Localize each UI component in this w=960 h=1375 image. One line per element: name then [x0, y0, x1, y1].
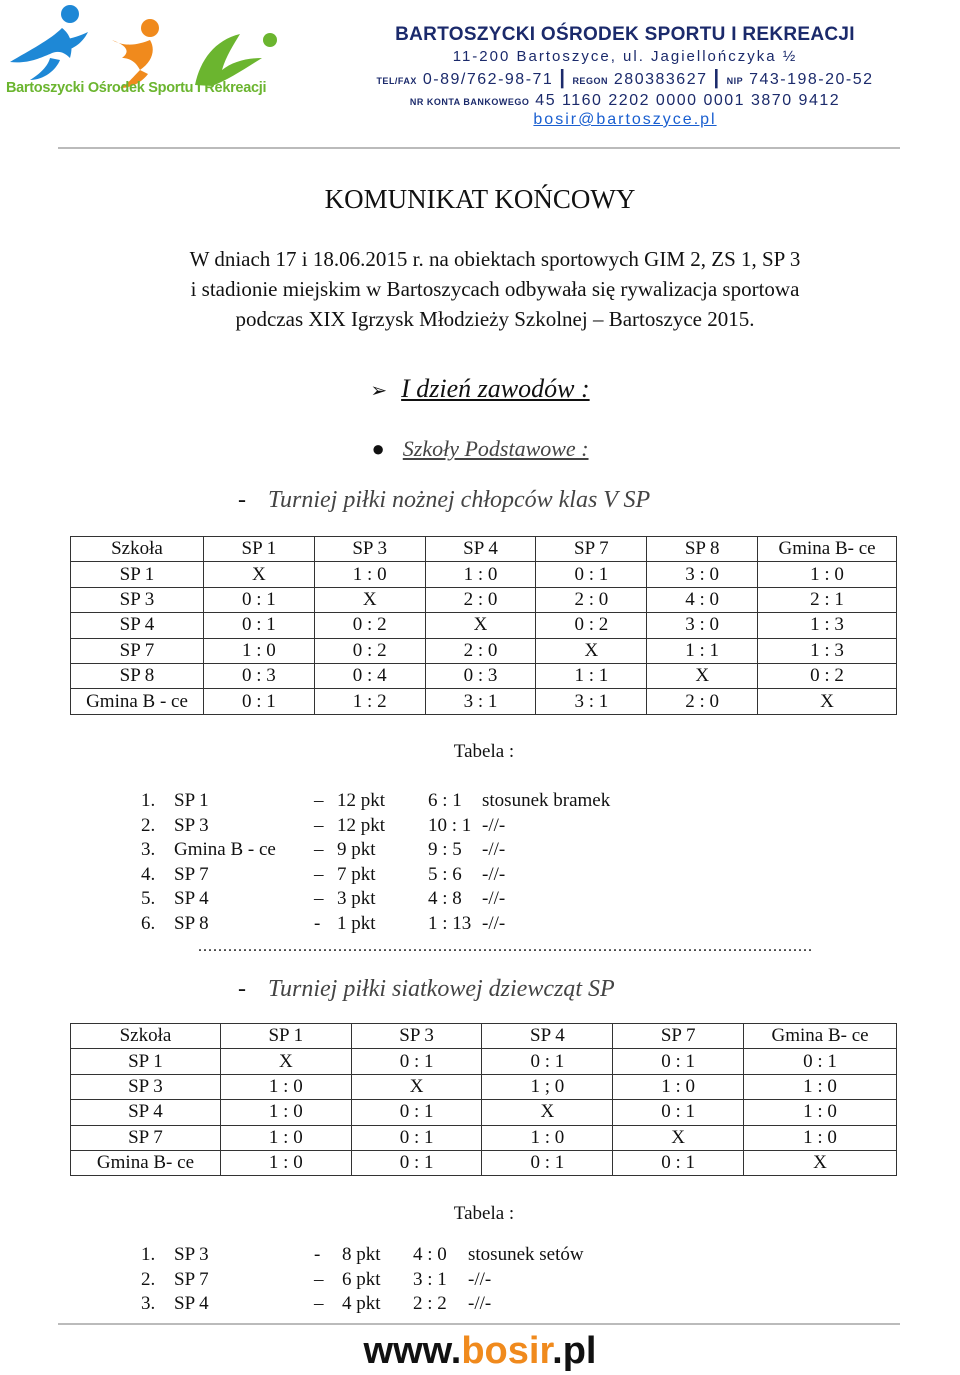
footer-prefix: www.	[363, 1330, 462, 1372]
standings-ratio: 4 : 0	[413, 1244, 447, 1265]
intro-line: W dniach 17 i 18.06.2015 r. na obiektach sportowych GIM 2, ZS 1, SP 3	[189, 247, 801, 271]
result-cell: X	[647, 663, 758, 688]
result-cell: 1 : 3	[758, 638, 897, 663]
standings-ratio: 5 : 6	[428, 863, 462, 885]
arrow-bullet-icon: ➢	[370, 380, 388, 402]
nip-label: NIP	[726, 76, 744, 86]
standings-points: 6 pkt	[342, 1268, 381, 1290]
result-cell: X	[351, 1074, 482, 1099]
result-cell: 1 : 0	[744, 1125, 897, 1150]
result-cell: 0 : 3	[203, 663, 314, 688]
dotted-separator: ...........................................................................................................................	[198, 938, 813, 955]
nip-value: 743-198-20-52	[749, 71, 874, 88]
standings-rank: 5.	[141, 888, 156, 910]
result-cell: X	[482, 1100, 613, 1125]
table-row	[71, 638, 897, 663]
bullet-icon: ●	[371, 436, 385, 461]
tournament-name: Turniej piłki nożnej chłopców klas V SP	[268, 487, 651, 513]
result-cell: 1 : 0	[744, 1074, 897, 1099]
result-cell: 0 : 2	[536, 613, 647, 638]
standings-school: SP 1	[174, 790, 209, 811]
result-cell: X	[314, 587, 425, 612]
standings-dash: –	[314, 1268, 324, 1290]
result-cell: 2 : 0	[425, 587, 536, 612]
table-row	[71, 1049, 897, 1074]
standings-points: 12 pkt	[337, 814, 386, 836]
table-row	[71, 1074, 897, 1099]
telfax-label: TEL/FAX	[376, 76, 417, 86]
table-header-cell: SP 8	[647, 537, 758, 562]
table-row	[71, 1100, 897, 1125]
standings-row	[0, 864, 960, 889]
result-cell: 3 : 0	[647, 613, 758, 638]
row-school-cell: SP 1	[71, 562, 204, 587]
table-row	[71, 613, 897, 638]
standings-row	[0, 815, 960, 840]
result-cell: X	[744, 1150, 897, 1175]
result-cell: 0 : 2	[314, 613, 425, 638]
standings-dash: –	[314, 863, 324, 885]
standings-points: 4 pkt	[342, 1293, 381, 1315]
regon-value: 280383627	[613, 71, 708, 88]
standings-rank: 4.	[141, 863, 156, 885]
standings-note: -//-	[482, 814, 506, 836]
org-name: BARTOSZYCKI OŚRODEK SPORTU I REKREACJI	[395, 24, 855, 45]
row-school-cell: SP 3	[71, 1074, 221, 1099]
row-school-cell: SP 7	[71, 638, 204, 663]
row-school-cell: SP 4	[71, 613, 204, 638]
table-header-cell: SP 1	[203, 537, 314, 562]
table-header-cell: SP 1	[220, 1024, 351, 1049]
result-cell: X	[425, 613, 536, 638]
standings-points: 3 pkt	[337, 888, 376, 910]
telfax-value: 0-89/762-98-71	[422, 71, 554, 88]
result-cell: 0 : 1	[482, 1049, 613, 1074]
result-cell: 0 : 1	[203, 587, 314, 612]
result-cell: 1 : 1	[647, 638, 758, 663]
standings-rank: 2.	[141, 814, 156, 836]
standings-school: SP 3	[174, 814, 209, 836]
standings-ratio: 3 : 1	[413, 1268, 447, 1290]
table-row	[71, 689, 897, 714]
standings-dash: –	[314, 1293, 324, 1315]
result-cell: 1 : 0	[314, 562, 425, 587]
table-header-cell: Szkoła	[71, 1024, 221, 1049]
standings-rank: 6.	[141, 913, 156, 934]
result-cell: 1 : 0	[220, 1150, 351, 1175]
result-cell: 1 : 2	[314, 689, 425, 714]
standings-dash: –	[314, 790, 324, 811]
table-header-cell: Szkoła	[71, 537, 204, 562]
org-address: 11-200 Bartoszyce, ul. Jagiellończyka ½	[452, 48, 798, 65]
account-value: 45 1160 2202 0000 0001 3870 9412	[535, 92, 841, 109]
org-account-line	[330, 92, 920, 110]
result-cell: 0 : 1	[613, 1100, 744, 1125]
row-school-cell: Gmina B - ce	[71, 689, 204, 714]
result-cell: X	[758, 689, 897, 714]
intro-line: i stadionie miejskim w Bartoszycach odbywała się rywalizacja sportowa	[190, 277, 800, 301]
standings-row	[0, 1293, 960, 1318]
result-cell: 1 ; 0	[482, 1074, 613, 1099]
row-school-cell: SP 4	[71, 1100, 221, 1125]
separator-bar: |	[559, 67, 567, 89]
standings-points: 7 pkt	[337, 863, 376, 885]
standings-ratio: 6 : 1	[428, 790, 462, 811]
intro-line: podczas XIX Igrzysk Młodzieży Szkolnej – Bartoszyce 2015.	[235, 307, 755, 331]
standings-dash: -	[314, 1244, 321, 1265]
result-cell: 0 : 1	[744, 1049, 897, 1074]
standings-dash: –	[314, 814, 324, 836]
intro-paragraph	[100, 244, 890, 334]
table-row	[71, 587, 897, 612]
standings-note: -//-	[468, 1268, 492, 1290]
result-cell: 0 : 1	[536, 562, 647, 587]
standings-row	[0, 839, 960, 864]
result-cell: 0 : 1	[351, 1125, 482, 1150]
standings-note: -//-	[482, 888, 506, 910]
standings-school: SP 3	[174, 1244, 209, 1265]
standings-note: -//-	[482, 913, 506, 934]
regon-label: REGON	[572, 76, 608, 86]
school-level-heading	[0, 436, 960, 462]
result-cell: 2 : 1	[758, 587, 897, 612]
table-header-row	[71, 537, 897, 562]
result-cell: 2 : 0	[536, 587, 647, 612]
footer-website[interactable]	[0, 1330, 960, 1373]
standings-note: -//-	[468, 1293, 492, 1315]
result-cell: X	[536, 638, 647, 663]
result-cell: 0 : 1	[203, 613, 314, 638]
standings-school: SP 4	[174, 888, 209, 910]
result-cell: 0 : 1	[613, 1150, 744, 1175]
standings-row	[0, 913, 960, 938]
standings-ratio: 4 : 8	[428, 888, 462, 910]
standings-note: stosunek bramek	[482, 790, 611, 811]
table-header-cell: SP 7	[613, 1024, 744, 1049]
row-school-cell: SP 7	[71, 1125, 221, 1150]
results-table-football	[70, 536, 897, 715]
row-school-cell: Gmina B- ce	[71, 1150, 221, 1175]
result-cell: 3 : 1	[536, 689, 647, 714]
row-school-cell: SP 8	[71, 663, 204, 688]
result-cell: 1 : 0	[613, 1074, 744, 1099]
footer-brand: bosir	[461, 1330, 553, 1372]
result-cell: 1 : 0	[203, 638, 314, 663]
table-header-row	[71, 1024, 897, 1049]
header-divider	[58, 147, 900, 149]
standings-school: SP 7	[174, 863, 209, 885]
standings-list-football	[0, 790, 960, 940]
standings-rank: 3.	[141, 1293, 156, 1315]
day-heading	[0, 374, 960, 404]
result-cell: 3 : 0	[647, 562, 758, 587]
result-cell: 0 : 1	[351, 1049, 482, 1074]
page-title: KOMUNIKAT KOŃCOWY	[324, 184, 636, 214]
result-cell: 0 : 2	[314, 638, 425, 663]
result-cell: 1 : 0	[758, 562, 897, 587]
standings-label: Tabela :	[453, 1203, 515, 1224]
result-cell: X	[613, 1125, 744, 1150]
standings-ratio: 9 : 5	[428, 839, 462, 861]
standings-rank: 2.	[141, 1268, 156, 1290]
standings-points: 9 pkt	[337, 839, 376, 861]
result-cell: 0 : 3	[425, 663, 536, 688]
standings-rank: 1.	[141, 790, 156, 811]
standings-points: 8 pkt	[342, 1244, 381, 1265]
logo-caption: Bartoszycki Ośrodek Sportu I Rekreacji	[6, 80, 267, 96]
table-row	[71, 562, 897, 587]
standings-points: 12 pkt	[337, 790, 386, 811]
logo	[0, 0, 290, 110]
row-school-cell: SP 1	[71, 1049, 221, 1074]
dash-bullet: -	[238, 976, 246, 1002]
org-contact-line	[330, 67, 920, 90]
footer-suffix: .pl	[552, 1330, 597, 1372]
table-header-cell: SP 4	[425, 537, 536, 562]
result-cell: X	[220, 1049, 351, 1074]
table-header-cell: SP 3	[314, 537, 425, 562]
standings-school: SP 4	[174, 1293, 209, 1315]
result-cell: 3 : 1	[425, 689, 536, 714]
result-cell: 1 : 0	[482, 1125, 613, 1150]
result-cell: 1 : 0	[220, 1100, 351, 1125]
result-cell: 1 : 1	[536, 663, 647, 688]
tournament-name: Turniej piłki siatkowej dziewcząt SP	[268, 976, 615, 1002]
standings-note: stosunek setów	[468, 1244, 584, 1265]
standings-dash: –	[314, 839, 324, 861]
result-cell: 0 : 1	[482, 1150, 613, 1175]
standings-rank: 3.	[141, 839, 156, 861]
account-label: NR KONTA BANKOWEGO	[409, 97, 530, 107]
result-cell: 4 : 0	[647, 587, 758, 612]
result-cell: 1 : 0	[744, 1100, 897, 1125]
table-header-cell: Gmina B- ce	[744, 1024, 897, 1049]
organization-info	[330, 24, 920, 129]
standings-ratio: 10 : 1	[428, 814, 472, 836]
standings-note: -//-	[482, 839, 506, 861]
results-table-volleyball	[70, 1023, 897, 1176]
result-cell: 0 : 1	[351, 1100, 482, 1125]
result-cell: 1 : 0	[220, 1125, 351, 1150]
standings-ratio: 1 : 13	[428, 913, 472, 934]
table-header-cell: SP 7	[536, 537, 647, 562]
email-link[interactable]: bosir@bartoszyce.pl	[533, 111, 717, 128]
standings-row	[0, 790, 960, 815]
tournament-heading	[238, 487, 650, 514]
school-level-text: Szkoły Podstawowe :	[402, 436, 589, 461]
tournament-heading	[238, 976, 615, 1003]
row-school-cell: SP 3	[71, 587, 204, 612]
standings-school: SP 7	[174, 1268, 209, 1290]
table-row	[71, 663, 897, 688]
standings-points: 1 pkt	[337, 913, 376, 934]
result-cell: 1 : 0	[220, 1074, 351, 1099]
result-cell: 1 : 3	[758, 613, 897, 638]
result-cell: X	[203, 562, 314, 587]
result-cell: 0 : 1	[613, 1049, 744, 1074]
table-row	[71, 1150, 897, 1175]
standings-dash: –	[314, 888, 324, 910]
table-row	[71, 1125, 897, 1150]
standings-dash: -	[314, 913, 321, 934]
table-header-cell: SP 4	[482, 1024, 613, 1049]
result-cell: 1 : 0	[425, 562, 536, 587]
standings-list-volleyball	[0, 1244, 960, 1324]
standings-rank: 1.	[141, 1244, 156, 1265]
footer-divider	[58, 1323, 900, 1325]
table-header-cell: SP 3	[351, 1024, 482, 1049]
dash-bullet: -	[238, 487, 246, 513]
standings-label: Tabela :	[453, 741, 515, 762]
table-header-cell: Gmina B- ce	[758, 537, 897, 562]
standings-school: SP 8	[174, 913, 209, 934]
result-cell: 0 : 1	[203, 689, 314, 714]
result-cell: 2 : 0	[647, 689, 758, 714]
day-heading-text: I dzień zawodów :	[401, 374, 590, 403]
standings-row	[0, 1269, 960, 1294]
separator-bar: |	[713, 67, 721, 89]
result-cell: 2 : 0	[425, 638, 536, 663]
result-cell: 0 : 1	[351, 1150, 482, 1175]
standings-row	[0, 1244, 960, 1269]
standings-row	[0, 888, 960, 913]
standings-ratio: 2 : 2	[413, 1293, 447, 1315]
result-cell: 0 : 4	[314, 663, 425, 688]
standings-school: Gmina B - ce	[174, 839, 276, 861]
result-cell: 0 : 2	[758, 663, 897, 688]
standings-note: -//-	[482, 863, 506, 885]
